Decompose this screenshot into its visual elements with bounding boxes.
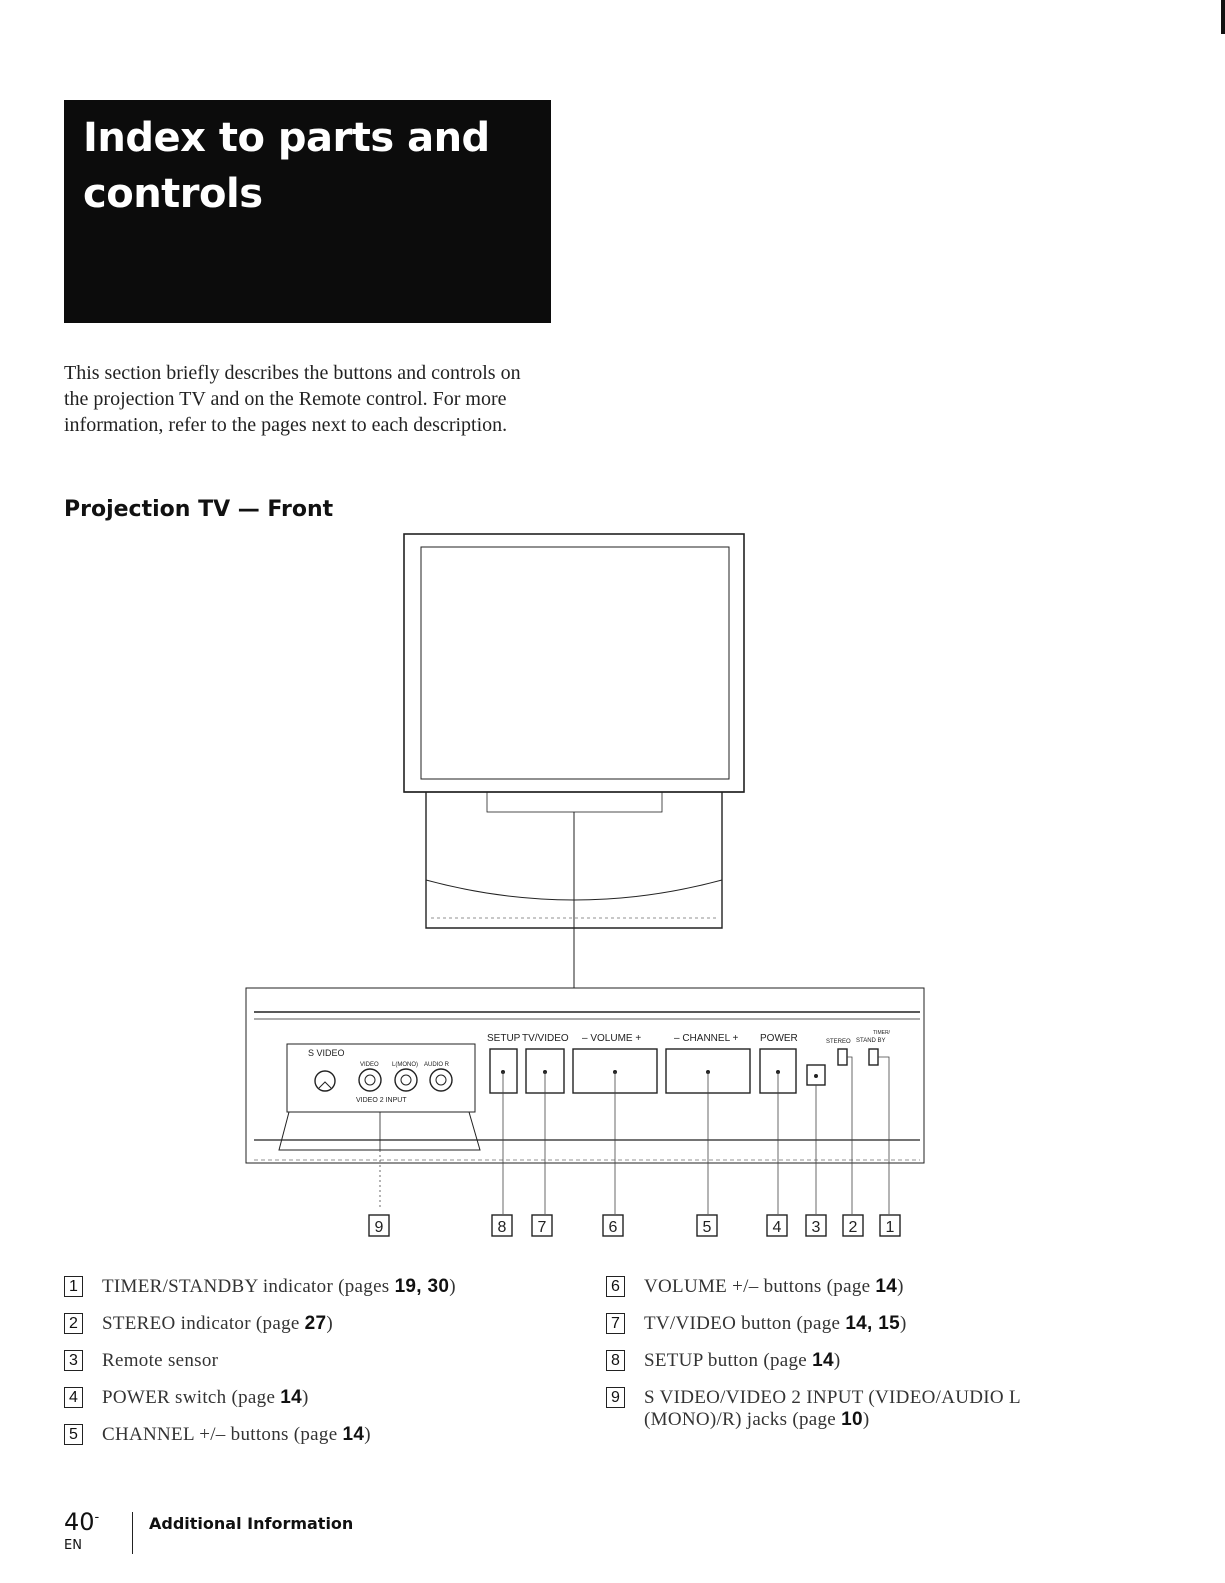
- list-item: [606, 1387, 1066, 1441]
- label-volume: – VOLUME +: [582, 1033, 642, 1044]
- list-item: [64, 1313, 524, 1350]
- list-item: [64, 1276, 524, 1313]
- label-audio-r: AUDIO R: [424, 1062, 450, 1068]
- page-title: Index to parts and controls: [83, 115, 490, 217]
- label-l-mono: L(MONO): [392, 1062, 418, 1068]
- item-text: TIMER/STANDBY indicator (pages: [102, 1276, 395, 1297]
- video-jack: [359, 1069, 381, 1091]
- label-setup: SETUP: [487, 1033, 521, 1044]
- item-close: ): [449, 1276, 456, 1297]
- list-item: [606, 1313, 1066, 1350]
- item-close: ): [326, 1313, 334, 1334]
- item-number: 6: [606, 1276, 625, 1297]
- callout-6: 6: [608, 1219, 618, 1236]
- item-close: ): [364, 1424, 371, 1445]
- label-video: VIDEO: [360, 1062, 379, 1068]
- label-standby: STAND BY: [856, 1038, 886, 1044]
- label-tv-video: TV/VIDEO: [522, 1033, 569, 1044]
- item-pages: 14: [342, 1424, 365, 1445]
- item-number: 1: [64, 1276, 83, 1297]
- list-item: [64, 1424, 524, 1461]
- label-timer: TIMER/: [873, 1030, 890, 1036]
- control-panel: [246, 988, 924, 1163]
- item-text: POWER switch (page: [102, 1387, 281, 1408]
- audio-r-jack: [430, 1069, 452, 1091]
- item-close: ): [862, 1409, 870, 1430]
- item-pages: 14: [875, 1276, 898, 1297]
- label-stereo: STEREO: [826, 1039, 851, 1045]
- callout-7: 7: [537, 1219, 547, 1236]
- s-video-jack: [315, 1071, 335, 1091]
- item-text: S VIDEO/VIDEO 2 INPUT (VIDEO/AUDIO L (MONO)/R) jacks (page: [644, 1387, 1021, 1430]
- item-number: 7: [606, 1313, 625, 1334]
- item-pages: 27: [304, 1313, 327, 1334]
- item-pages: 14, 15: [845, 1313, 900, 1334]
- page-number-suffix: -EN: [64, 1510, 100, 1553]
- index-list-left: [64, 1276, 524, 1461]
- callout-4: 4: [772, 1219, 782, 1236]
- intro-paragraph: This section briefly describes the buttons and controls on the projection TV and on the Remote control. For more information, refer to the pages next to each description.: [64, 362, 521, 436]
- callout-boxes: [369, 1215, 900, 1236]
- item-close: ): [833, 1350, 841, 1371]
- item-text: CHANNEL +/– buttons (page: [102, 1424, 343, 1445]
- section-heading: Projection TV — Front: [64, 497, 334, 522]
- label-power: POWER: [760, 1033, 798, 1044]
- callout-1: 1: [885, 1219, 895, 1236]
- list-item: [64, 1350, 524, 1387]
- index-list-right: [606, 1276, 1066, 1441]
- item-pages: 10: [841, 1409, 863, 1430]
- list-item: [606, 1276, 1066, 1313]
- item-number: 2: [64, 1313, 83, 1334]
- item-pages: 14: [280, 1387, 302, 1408]
- item-close: ): [301, 1387, 309, 1408]
- item-number: 8: [606, 1350, 625, 1371]
- item-text: VOLUME +/– buttons (page: [644, 1276, 876, 1297]
- callout-5: 5: [702, 1219, 712, 1236]
- item-close: ): [897, 1276, 904, 1297]
- item-number: 9: [606, 1387, 625, 1408]
- item-text: STEREO indicator (page: [102, 1313, 305, 1334]
- list-item: [606, 1350, 1066, 1387]
- stereo-indicator: [838, 1049, 847, 1065]
- item-text: SETUP button (page: [644, 1350, 813, 1371]
- item-number: 3: [64, 1350, 83, 1371]
- item-text: Remote sensor: [102, 1350, 219, 1371]
- callout-2: 2: [848, 1219, 858, 1236]
- footer-section-label: Additional Information: [149, 1514, 354, 1533]
- label-s-video: S VIDEO: [308, 1048, 345, 1058]
- input-jacks-panel: [279, 1044, 480, 1150]
- page-number: $40^{-EN}$: [64, 1508, 100, 1553]
- item-pages: 19, 30: [394, 1276, 450, 1297]
- list-item: [64, 1387, 524, 1424]
- leader-lines: [380, 1057, 889, 1214]
- footer-divider: [132, 1512, 133, 1554]
- button-labels: [487, 1030, 891, 1045]
- item-number: 4: [64, 1387, 83, 1408]
- item-number: 5: [64, 1424, 83, 1445]
- timer-standby-indicator: [869, 1049, 878, 1065]
- item-pages: 14: [812, 1350, 834, 1371]
- callout-8: 8: [497, 1219, 507, 1236]
- label-channel: – CHANNEL +: [674, 1033, 739, 1044]
- label-video2-input: VIDEO 2 INPUT: [356, 1097, 407, 1104]
- callout-3: 3: [811, 1219, 821, 1236]
- item-text: TV/VIDEO button (page: [644, 1313, 846, 1334]
- audio-l-mono-jack: [395, 1069, 417, 1091]
- item-close: ): [899, 1313, 907, 1334]
- callout-9: 9: [374, 1219, 384, 1236]
